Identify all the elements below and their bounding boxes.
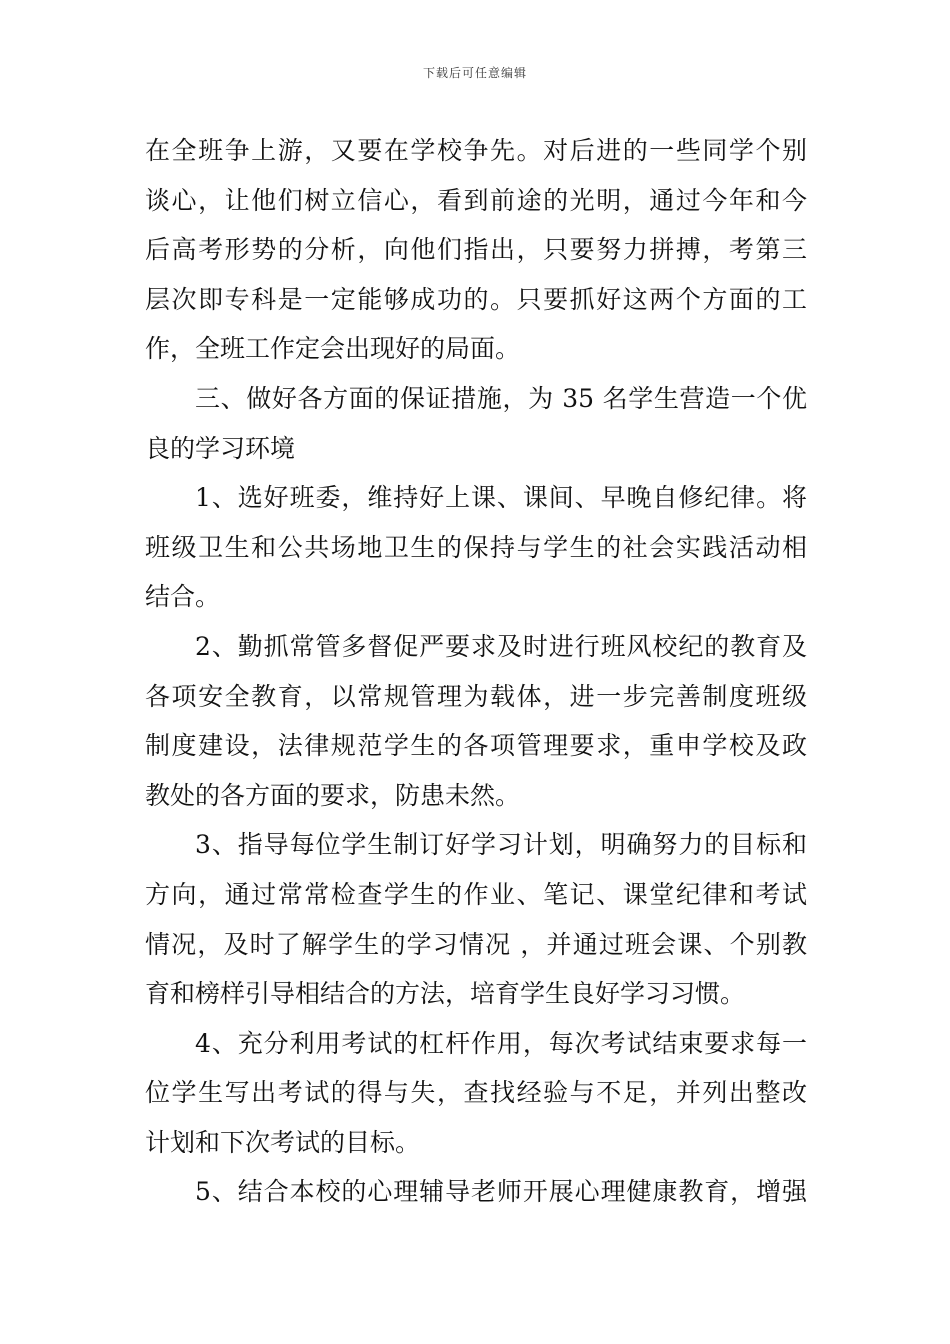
text-line: 作，全班工作定会出现好的局面。: [145, 334, 521, 364]
text-line: 育和榜样引导相结合的方法，培育学生良好学习习惯。: [145, 979, 746, 1009]
text-line: 位学生写出考试的得与失，查找经验与不足，并列出整改: [145, 1078, 807, 1108]
text-line: 2、勤抓常管多督促严要求及时进行班风校纪的教育及: [195, 631, 807, 661]
paragraph: [145, 1167, 807, 1217]
paragraph: [145, 473, 807, 622]
document-body: [145, 126, 807, 1217]
text-line: 教处的各方面的要求，防患未然。: [145, 780, 521, 810]
text-line: 在全班争上游，又要在学校争先。对后进的一些同学个别: [145, 136, 807, 165]
text-line: 班级卫生和公共场地卫生的保持与学生的社会实践活动相: [145, 532, 807, 562]
page-header: 下载后可任意编辑: [422, 66, 527, 80]
text-line: 三、做好各方面的保证措施，为 35 名学生营造一个优: [195, 383, 807, 413]
paragraph: [145, 374, 807, 473]
text-line: 谈心，让他们树立信心，看到前途的光明，通过今年和今: [145, 185, 807, 215]
text-line: 后高考形势的分析，向他们指出，只要努力拼搏，考第三: [145, 235, 807, 265]
paragraph: [145, 1019, 807, 1168]
text-line: 5、结合本校的心理辅导老师开展心理健康教育，增强: [195, 1177, 807, 1207]
text-line: 3、指导每位学生制订好学习计划，明确努力的目标和: [195, 830, 807, 860]
text-line: 1、选好班委，维持好上课、课间、早晚自修纪律。将: [195, 483, 807, 513]
text-line: 良的学习环境: [145, 433, 296, 463]
text-line: 制度建设，法律规范学生的各项管理要求，重申学校及政: [145, 731, 807, 761]
text-line: 计划和下次考试的目标。: [145, 1127, 421, 1157]
paragraph: [145, 126, 807, 374]
text-line: 结合。: [145, 582, 221, 612]
text-line: 方向，通过常常检查学生的作业、笔记、课堂纪律和考试: [145, 879, 807, 909]
text-line: 各项安全教育，以常规管理为载体，进一步完善制度班级: [145, 681, 807, 711]
text-line: 层次即专科是一定能够成功的。只要抓好这两个方面的工: [145, 284, 807, 314]
text-line: 4、充分利用考试的杠杆作用，每次考试结束要求每一: [195, 1028, 807, 1058]
paragraph: [145, 622, 807, 820]
text-line: 情况，及时了解学生的学习情况 ，并通过班会课、个别教: [145, 929, 807, 959]
paragraph: [145, 820, 807, 1018]
